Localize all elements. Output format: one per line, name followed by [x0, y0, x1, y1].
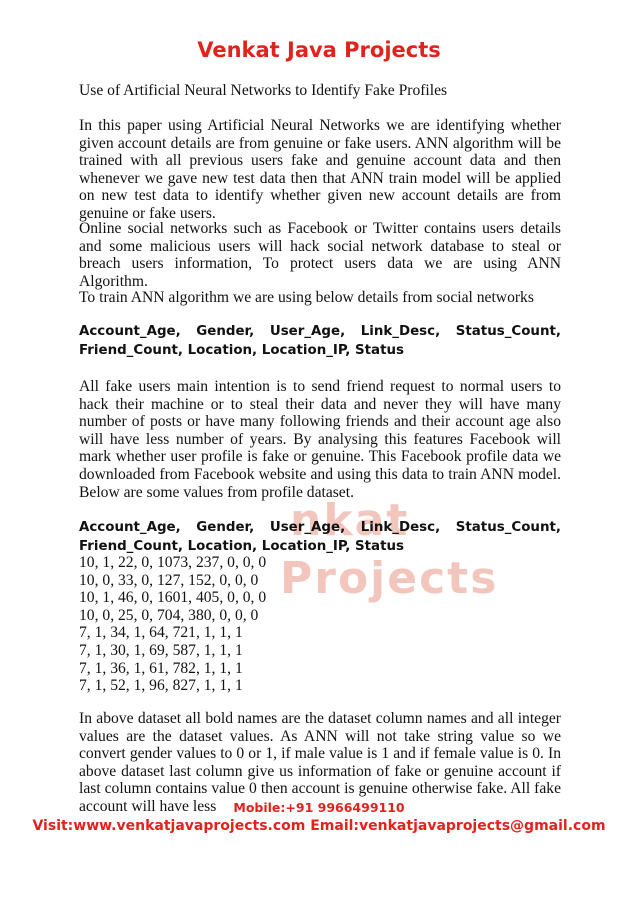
document-title: Use of Artificial Neural Networks to Identify Fake Profiles: [79, 82, 448, 99]
dataset-header: Account_Age, Gender, User_Age, Link_Desc, Status_Count, Friend_Count, Location, Location_IP, Status: [79, 520, 561, 554]
dataset-row: 7, 1, 36, 1, 61, 782, 1, 1, 1: [79, 659, 243, 677]
dataset-row: 10, 1, 46, 0, 1601, 405, 0, 0, 0: [79, 589, 267, 607]
dataset-row: 7, 1, 30, 1, 69, 587, 1, 1, 1: [79, 641, 243, 659]
footer-website-link[interactable]: Visit:www.venkatjavaprojects.com: [32, 818, 306, 834]
paragraph-intro: In this paper using Artificial Neural Networks we are identifying whether given account details are from genuine or fake users. ANN algorithm will be trained with all previous users fake and genuine account data and then whenever we gave new test data then that ANN train model will be applied on new test data to identify whether given new account details are from genuine or fake users.: [79, 117, 561, 222]
dataset-rows: [79, 554, 266, 695]
footer-contact: [0, 818, 638, 834]
dataset-row: 10, 0, 33, 0, 127, 152, 0, 0, 0: [79, 571, 259, 589]
dataset-row: 10, 1, 22, 0, 1073, 237, 0, 0, 0: [79, 554, 267, 571]
paragraph-social-networks: Online social networks such as Facebook or Twitter contains users details and some malicious users will hack social network database to steal or breach users information, To protect users data we are using ANN Algorithm.: [79, 220, 561, 290]
dataset-row: 10, 0, 25, 0, 704, 380, 0, 0, 0: [79, 606, 259, 624]
watermark-line-1: nkat: [290, 495, 410, 546]
dataset-row: 7, 1, 52, 1, 96, 827, 1, 1, 1: [79, 677, 243, 695]
footer-mobile: Mobile:+91 9966499110: [233, 800, 405, 815]
footer-email-link[interactable]: Email:venkatjavaprojects@gmail.com: [310, 818, 606, 834]
watermark: [250, 495, 580, 635]
watermark-line-2: Projects: [280, 553, 499, 604]
paragraph-dataset-explanation: In above dataset all bold names are the dataset column names and all integer values are the dataset values. As ANN will not take string value so we convert gender values to 0 or 1, if male value is 1 and if female value is 0. In above dataset last column give us information of fake or genuine account if last column contains value 0 then account is genuine otherwise fake. All fake account will have less: [79, 710, 561, 815]
header-title: Venkat Java Projects: [197, 38, 441, 62]
dataset-row: 7, 1, 34, 1, 64, 721, 1, 1, 1: [79, 624, 243, 642]
paragraph-train-details: To train ANN algorithm we are using below details from social networks: [79, 289, 534, 306]
column-names-heading: Account_Age, Gender, User_Age, Link_Desc, Status_Count, Friend_Count, Location, Location_IP, Status: [79, 324, 561, 358]
paragraph-fake-users: All fake users main intention is to send friend request to normal users to hack their machine or to steal their data and never they will have many number of posts or have many following friends and their account age also will have less number of years. By analysing this features Facebook will mark whether user profile is fake or genuine. This Facebook profile data we downloaded from Facebook website and using this data to train ANN model. Below are some values from profile dataset.: [79, 378, 561, 501]
